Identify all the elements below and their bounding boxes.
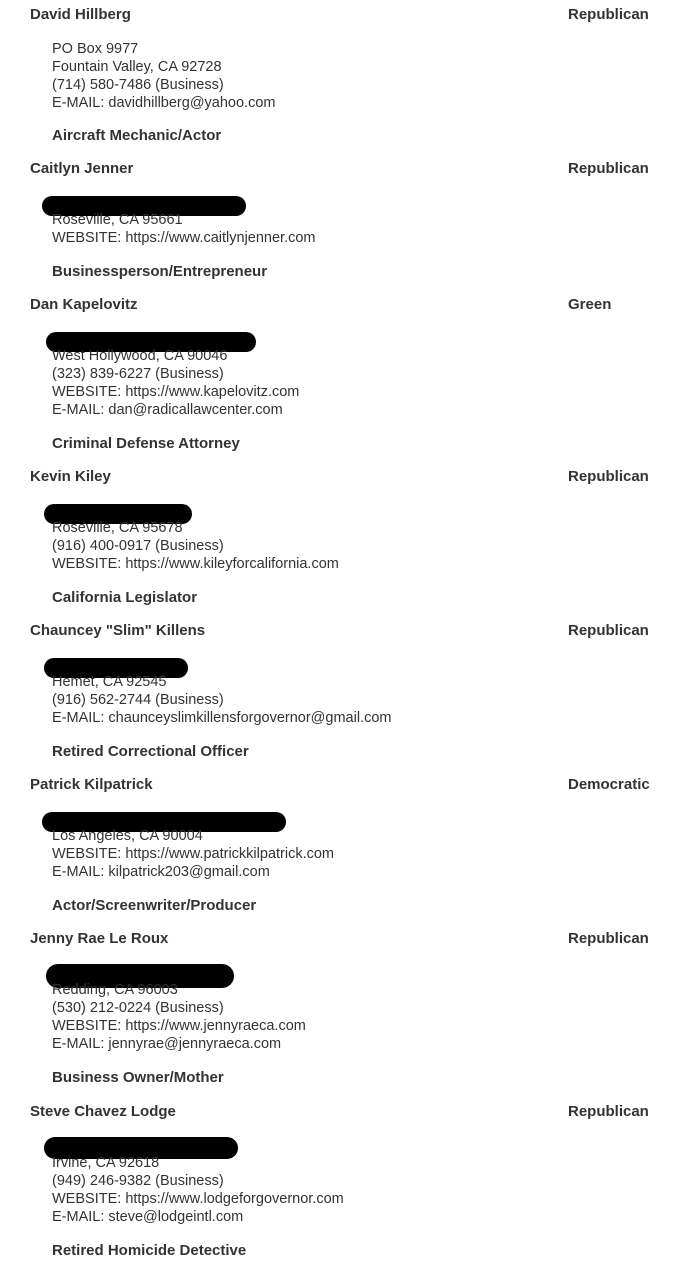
candidate-contact xyxy=(52,211,316,247)
candidate-contact xyxy=(52,673,391,727)
candidate-occupation: California Legislator xyxy=(52,589,198,606)
candidate-occupation: Businessperson/Entrepreneur xyxy=(52,263,268,280)
candidate-contact xyxy=(52,40,275,112)
candidate-name: Patrick Kilpatrick xyxy=(30,776,153,793)
contact-line: Los Angeles, CA 90004 xyxy=(52,828,203,844)
candidate-contact xyxy=(52,1154,344,1226)
contact-line: WEBSITE: https://www.jennyraeca.com xyxy=(52,1018,306,1034)
contact-line: E-MAIL: chaunceyslimkillensforgovernor@gmail.com xyxy=(52,710,392,726)
contact-line: Redding, CA 96003 xyxy=(52,982,178,998)
contact-line: (714) 580-7486 (Business) xyxy=(52,77,224,93)
candidate-entry xyxy=(0,296,680,468)
candidate-entry xyxy=(0,6,680,160)
contact-line: WEBSITE: https://www.patrickkilpatrick.com xyxy=(52,846,335,862)
candidate-name: Kevin Kiley xyxy=(30,468,111,485)
candidate-party: Green xyxy=(568,296,612,313)
contact-line: West Hollywood, CA 90046 xyxy=(52,348,228,364)
candidate-occupation: Business Owner/Mother xyxy=(52,1069,224,1086)
contact-line: Hemet, CA 92545 xyxy=(52,674,167,690)
contact-line: (949) 246-9382 (Business) xyxy=(52,1173,224,1189)
candidate-list xyxy=(0,6,680,1275)
candidate-name: Dan Kapelovitz xyxy=(30,296,138,313)
contact-line: E-MAIL: steve@lodgeintl.com xyxy=(52,1209,244,1225)
contact-line: WEBSITE: https://www.kapelovitz.com xyxy=(52,384,300,400)
contact-line: WEBSITE: https://www.caitlynjenner.com xyxy=(52,230,316,246)
candidate-party: Republican xyxy=(568,160,649,177)
contact-line: (530) 212-0224 (Business) xyxy=(52,1000,224,1016)
contact-line: Irvine, CA 92618 xyxy=(52,1155,160,1171)
candidate-entry xyxy=(0,930,680,1103)
candidate-occupation: Actor/Screenwriter/Producer xyxy=(52,897,257,914)
candidate-contact xyxy=(52,981,306,1053)
candidate-party: Republican xyxy=(568,930,649,947)
candidate-party: Republican xyxy=(568,622,649,639)
contact-line: E-MAIL: kilpatrick203@gmail.com xyxy=(52,864,270,880)
contact-line: PO Box 9977 xyxy=(52,41,139,57)
candidate-entry xyxy=(0,468,680,622)
contact-line: (916) 400-0917 (Business) xyxy=(52,538,224,554)
contact-line: Roseville, CA 95661 xyxy=(52,212,183,228)
contact-line: WEBSITE: https://www.kileyforcalifornia.com xyxy=(52,556,339,572)
candidate-name: Steve Chavez Lodge xyxy=(30,1103,176,1120)
candidate-name: David Hillberg xyxy=(30,6,131,23)
candidate-party: Republican xyxy=(568,6,649,23)
candidate-occupation: Aircraft Mechanic/Actor xyxy=(52,127,222,144)
contact-line: E-MAIL: jennyrae@jennyraeca.com xyxy=(52,1036,282,1052)
candidate-entry xyxy=(0,1103,680,1275)
contact-line: Roseville, CA 95678 xyxy=(52,520,183,536)
contact-line: Fountain Valley, CA 92728 xyxy=(52,59,222,75)
candidate-party: Democratic xyxy=(568,776,650,793)
candidate-contact xyxy=(52,827,334,881)
contact-line: (916) 562-2744 (Business) xyxy=(52,692,224,708)
candidate-contact xyxy=(52,347,299,419)
candidate-occupation: Retired Correctional Officer xyxy=(52,743,249,760)
contact-line: WEBSITE: https://www.lodgeforgovernor.com xyxy=(52,1191,344,1207)
candidate-name: Jenny Rae Le Roux xyxy=(30,930,169,947)
candidate-name: Caitlyn Jenner xyxy=(30,160,134,177)
candidate-occupation: Criminal Defense Attorney xyxy=(52,435,240,452)
contact-line: E-MAIL: davidhillberg@yahoo.com xyxy=(52,95,276,111)
contact-line: E-MAIL: dan@radicallawcenter.com xyxy=(52,402,283,418)
candidate-name: Chauncey "Slim" Killens xyxy=(30,622,206,639)
candidate-occupation: Retired Homicide Detective xyxy=(52,1242,247,1259)
contact-line: (323) 839-6227 (Business) xyxy=(52,366,224,382)
candidate-entry xyxy=(0,776,680,930)
candidate-entry xyxy=(0,160,680,296)
candidate-contact xyxy=(52,519,339,573)
candidate-entry xyxy=(0,622,680,776)
candidate-party: Republican xyxy=(568,1103,649,1120)
candidate-party: Republican xyxy=(568,468,649,485)
